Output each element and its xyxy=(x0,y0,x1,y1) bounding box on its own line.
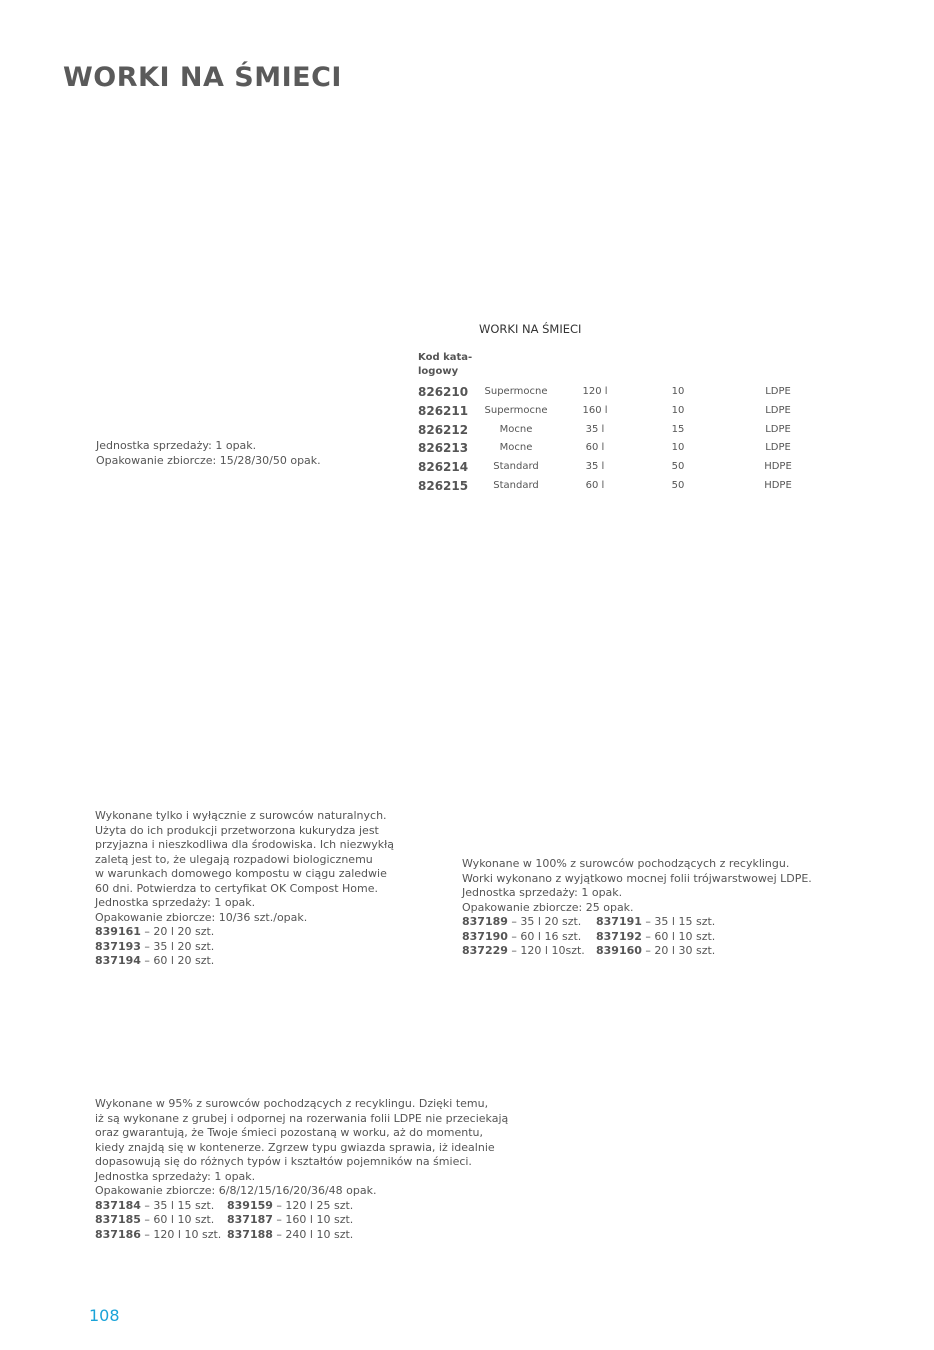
sales-unit-line: Jednostka sprzedaży: 1 opak. xyxy=(96,439,257,452)
row-code: 826211 xyxy=(418,404,469,418)
row-capacity: 120 l xyxy=(582,386,608,397)
recycled95-line: oraz gwarantują, że Twoje śmieci pozostaną w worku, aż do momentu, xyxy=(95,1126,483,1139)
recycled95-item-row xyxy=(95,1199,508,1214)
page-number: 108 xyxy=(89,1306,120,1325)
product-desc: – 20 l 20 szt. xyxy=(140,925,215,938)
compost-line: Opakowanie zbiorcze: 10/36 szt./opak. xyxy=(95,910,308,924)
table-header-code-line1: Kod kata- xyxy=(418,352,473,363)
recycled100-item-row xyxy=(462,944,812,959)
row-material: LDPE xyxy=(765,405,791,416)
table-row xyxy=(0,421,934,439)
table-header-code-line2: logowy xyxy=(418,366,459,377)
row-capacity: 60 l xyxy=(585,480,605,491)
recycled100-line: Jednostka sprzedaży: 1 opak. xyxy=(462,886,623,899)
recycled95-item-row xyxy=(95,1228,508,1243)
recycled95-item-col2 xyxy=(227,1213,353,1228)
product-code: 837194 xyxy=(95,954,141,967)
compost-item xyxy=(95,954,394,969)
row-quantity: 10 xyxy=(671,442,685,453)
recycled100-line: Worki wykonano z wyjątkowo mocnej folii trójwarstwowej LDPE. xyxy=(462,871,812,885)
row-type: Supermocne xyxy=(484,405,548,416)
compost-line: w warunkach domowego kompostu w ciągu zaledwie xyxy=(95,867,387,880)
row-code: 826215 xyxy=(418,479,469,493)
recycled95-line: Wykonane w 95% z surowców pochodzących z recyklingu. Dzięki temu, xyxy=(95,1097,489,1110)
product-code: 839161 xyxy=(95,925,141,938)
row-material: LDPE xyxy=(765,424,791,435)
product-code: 837186 xyxy=(95,1227,141,1241)
compost-line: Wykonane tylko i wyłącznie z surowców naturalnych. xyxy=(95,809,387,822)
recycled100-description xyxy=(462,857,812,959)
product-desc: – 35 l 15 szt. xyxy=(140,1198,215,1212)
compost-line: przyjazna i nieszkodliwa dla środowiska. Ich niezwykłą xyxy=(95,838,394,851)
row-capacity: 60 l xyxy=(585,442,605,453)
product-code: 837189 xyxy=(462,915,508,928)
product-code: 837190 xyxy=(462,929,508,943)
table-header-code xyxy=(418,351,472,379)
product-code: 839160 xyxy=(596,944,642,957)
table-title: WORKI NA ŚMIECI xyxy=(479,322,582,336)
product-desc: – 120 l 10 szt. xyxy=(140,1227,222,1241)
row-capacity: 35 l xyxy=(585,424,605,435)
product-code: 837184 xyxy=(95,1198,141,1212)
recycled95-line: Jednostka sprzedaży: 1 opak. xyxy=(95,1169,256,1183)
recycled100-item-row xyxy=(462,915,812,930)
row-capacity: 35 l xyxy=(585,461,605,472)
product-desc: – 20 l 30 szt. xyxy=(641,944,716,957)
recycled100-item-row xyxy=(462,930,812,945)
recycled95-item-row xyxy=(95,1213,508,1228)
product-desc: – 160 l 10 szt. xyxy=(272,1213,354,1226)
recycled100-line: Wykonane w 100% z surowców pochodzących z recyklingu. xyxy=(462,857,790,870)
row-capacity: 160 l xyxy=(582,405,608,416)
table-row xyxy=(0,439,934,457)
compost-line: 60 dni. Potwierdza to certyfikat OK Compost Home. xyxy=(95,881,379,895)
compost-line: zaletą jest to, że ulegają rozpadowi biologicznemu xyxy=(95,852,373,866)
recycled100-item-col2 xyxy=(596,915,715,930)
row-material: HDPE xyxy=(764,461,792,472)
bulk-pack-line: Opakowanie zbiorcze: 15/28/30/50 opak. xyxy=(96,453,321,467)
recycled95-line: Opakowanie zbiorcze: 6/8/12/15/16/20/36/48 opak. xyxy=(95,1184,377,1197)
row-material: LDPE xyxy=(765,442,791,453)
table-row xyxy=(0,383,934,401)
product-code: 837191 xyxy=(596,915,642,928)
product-code: 837185 xyxy=(95,1213,141,1226)
product-desc: – 35 l 15 szt. xyxy=(641,915,716,928)
product-desc: – 240 l 10 szt. xyxy=(272,1227,354,1241)
recycled100-item-col2 xyxy=(596,930,715,945)
recycled95-line: iż są wykonane z grubej i odpornej na rozerwania folii LDPE nie przeciekają xyxy=(95,1111,509,1125)
recycled100-item-col2 xyxy=(596,944,715,959)
product-desc: – 120 l 25 szt. xyxy=(272,1198,354,1212)
table-row xyxy=(0,477,934,495)
row-code: 826212 xyxy=(418,423,469,437)
row-type: Mocne xyxy=(499,442,533,453)
compost-item xyxy=(95,925,394,940)
row-type: Supermocne xyxy=(484,386,548,397)
row-quantity: 10 xyxy=(671,386,685,397)
row-code: 826213 xyxy=(418,441,469,455)
table-row xyxy=(0,458,934,476)
product-desc: – 35 l 20 szt. xyxy=(507,915,582,928)
row-material: HDPE xyxy=(764,480,792,491)
product-code: 837193 xyxy=(95,939,141,953)
row-code: 826210 xyxy=(418,385,469,399)
recycled95-line: kiedy znajdą się w kontenerze. Zgrzew typu gwiazda sprawia, iż idealnie xyxy=(95,1140,495,1154)
compost-item xyxy=(95,940,394,955)
row-code: 826214 xyxy=(418,460,469,474)
row-type: Standard xyxy=(493,480,539,491)
product-code: 837229 xyxy=(462,944,508,957)
page-title: WORKI NA ŚMIECI xyxy=(63,62,342,93)
row-type: Standard xyxy=(493,461,539,472)
row-quantity: 50 xyxy=(671,480,685,491)
product-desc: – 60 l 10 szt. xyxy=(140,1213,215,1226)
row-quantity: 15 xyxy=(671,424,685,435)
compost-bags-description xyxy=(95,809,394,969)
product-desc: – 35 l 20 szt. xyxy=(140,939,215,953)
product-desc: – 60 l 10 szt. xyxy=(641,929,716,943)
row-quantity: 50 xyxy=(671,461,685,472)
product-desc: – 120 l 10szt. xyxy=(507,944,585,957)
product-code: 837192 xyxy=(596,929,642,943)
recycled95-item-col2 xyxy=(227,1199,353,1214)
table-row xyxy=(0,402,934,420)
product-desc: – 60 l 20 szt. xyxy=(140,954,215,967)
product-desc: – 60 l 16 szt. xyxy=(507,929,582,943)
product-code: 837188 xyxy=(227,1227,273,1241)
row-material: LDPE xyxy=(765,386,791,397)
recycled95-item-col2 xyxy=(227,1228,353,1243)
recycled100-line: Opakowanie zbiorcze: 25 opak. xyxy=(462,900,634,914)
product-code: 837187 xyxy=(227,1213,273,1226)
recycled95-description xyxy=(95,1097,508,1242)
compost-line: Użyta do ich produkcji przetworzona kukurydza jest xyxy=(95,823,379,837)
recycled95-line: dopasowują się do różnych typów i kształtów pojemników na śmieci. xyxy=(95,1155,472,1168)
row-type: Mocne xyxy=(499,424,533,435)
product-code: 839159 xyxy=(227,1198,273,1212)
compost-line: Jednostka sprzedaży: 1 opak. xyxy=(95,896,256,909)
row-quantity: 10 xyxy=(671,405,685,416)
